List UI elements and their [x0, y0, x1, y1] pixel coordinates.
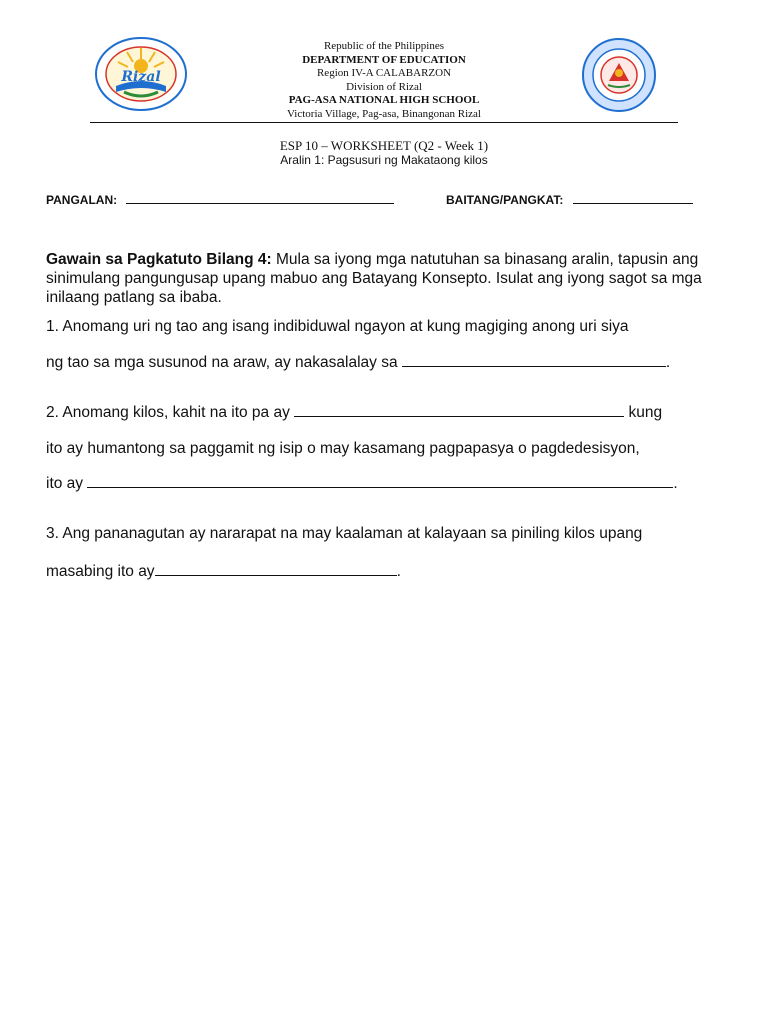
school-header — [230, 40, 538, 121]
question-1-line-2 — [46, 354, 670, 372]
department-line: DEPARTMENT OF EDUCATION — [302, 53, 466, 66]
header-divider — [90, 122, 678, 123]
question-2-answer-blank-1[interactable] — [294, 404, 624, 417]
republic-line: Republic of the Philippines — [323, 40, 445, 52]
school-address: Victoria Village, Pag-asa, Binangonan Rizal — [287, 107, 481, 120]
deped-rizal-logo — [94, 36, 188, 112]
worksheet-title: ESP 10 – WORKSHEET (Q2 - Week 1) — [279, 138, 489, 153]
question-3-answer-blank[interactable] — [155, 563, 397, 576]
rizal-logo-text: Rizal — [121, 69, 161, 85]
question-3-period: . — [396, 563, 401, 580]
activity-heading: Gawain sa Pagkatuto Bilang 4: — [46, 251, 272, 268]
grade-section-label: BAITANG/PANGKAT: — [446, 193, 564, 207]
pag-asa-nhs-logo — [580, 37, 658, 113]
region-line: Region IV-A CALABARZON — [316, 67, 452, 79]
question-2-line-1 — [46, 404, 662, 422]
question-2-line-2: ito ay humantong sa paggamit ng isip o may kasamang pagpapasya o pagdedesisyon, — [46, 440, 640, 457]
division-line: Division of Rizal — [346, 80, 422, 93]
worksheet-subtitle: Aralin 1: Pagsusuri ng Makataong kilos — [280, 153, 488, 167]
question-2-line-3 — [46, 475, 678, 493]
school-name: PAG-ASA NATIONAL HIGH SCHOOL — [288, 94, 480, 106]
question-2-period: . — [673, 475, 678, 492]
grade-section-field — [446, 193, 693, 207]
name-field — [46, 193, 394, 207]
activity-instructions — [46, 250, 736, 307]
question-3-line-2 — [46, 563, 401, 581]
question-3-text: masabing ito ay — [46, 563, 155, 580]
activity-instructions-text: Mula sa iyong mga natutuhan sa binasang aralin, tapusin ang sinimulang pangungusap upang mabuo ang Batayang Konsepto. Isulat ang iyong sagot sa mga inilaang patlang sa ibaba. — [46, 251, 702, 306]
question-2-text-c: ito ay — [46, 475, 84, 492]
question-2-text-b: kung — [628, 404, 663, 421]
question-1-line-1: 1. Anomang uri ng tao ang isang indibiduwal ngayon at kung magiging anong uri siya — [46, 318, 629, 335]
question-2-answer-blank-2[interactable] — [87, 475, 673, 488]
grade-section-blank[interactable] — [573, 193, 693, 204]
name-blank[interactable] — [126, 193, 394, 204]
question-1-period: . — [665, 354, 671, 371]
question-1-answer-blank[interactable] — [402, 354, 666, 367]
question-1-text: ng tao sa mga susunod na araw, ay nakasalalay sa — [46, 354, 398, 371]
name-label: PANGALAN: — [46, 193, 118, 207]
question-3-line-1: 3. Ang pananagutan ay nararapat na may kaalaman at kalayaan sa piniling kilos upang — [46, 525, 643, 542]
question-2-text-a: 2. Anomang kilos, kahit na ito pa ay — [46, 404, 290, 421]
